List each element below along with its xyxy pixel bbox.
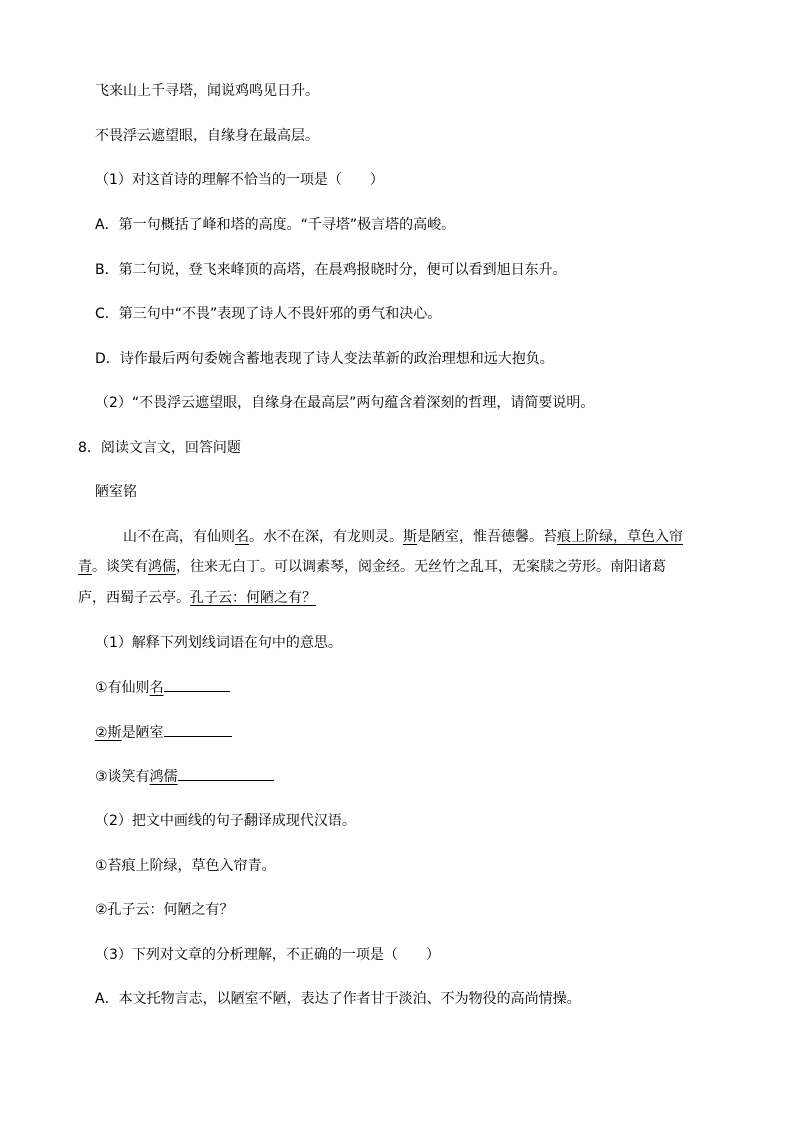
q8-translate-2: ②孔子云：何陋之有？	[95, 902, 234, 918]
underlined-sentence-2: 孔子云：何陋之有？	[190, 590, 316, 606]
poem-line-3: 飞来山上千寻塔，闻说鸡鸣见日升。	[95, 83, 319, 99]
underlined-sentence-part-1: 痕上阶绿，草色入帘	[557, 529, 683, 545]
q8-item-3: ③谈笑有鸿儒	[95, 766, 274, 787]
poem-line-4: 不畏浮云遮望眼，自缘身在最高层。	[95, 128, 319, 144]
q8-item-2: ②斯是陋室	[95, 722, 232, 743]
underlined-word-si: 斯	[403, 529, 417, 545]
q7-option-d: D．诗作最后两句委婉含蓄地表现了诗人变法革新的政治理想和远大抱负。	[95, 351, 554, 367]
q8-option-a: A．本文托物言志，以陋室不陋，表达了作者甘于淡泊、不为物役的高尚情操。	[95, 991, 581, 1007]
q7-option-a: A．第一句概括了峰和塔的高度。“千寻塔”极言塔的高峻。	[95, 217, 456, 233]
q7-sub2: （2）“不畏浮云遮望眼，自缘身在最高层”两句蕴含着深刻的哲理，请简要说明。	[95, 395, 595, 411]
q8-passage-line-3: 庐，西蜀子云亭。孔子云：何陋之有？	[78, 590, 316, 606]
underlined-word-ming: 名	[235, 529, 249, 545]
q8-sub2: （2）把文中画线的句子翻译成现代汉语。	[95, 813, 356, 829]
q8-heading: 8．阅读文言文，回答问题	[78, 440, 241, 456]
q8-sub1: （1）解释下列划线词语在句中的意思。	[95, 635, 342, 651]
underlined-word-hongru: 鸿儒	[148, 559, 176, 575]
q8-item-1: ①有仙则名	[95, 677, 230, 698]
q7-option-c: C．第三句中“不畏”表现了诗人不畏奸邪的勇气和决心。	[95, 306, 442, 322]
q8-passage-title: 陋室铭	[95, 484, 137, 500]
q8-passage-line-2: 青。谈笑有鸿儒，往来无白丁。可以调素琴，阅金经。无丝竹之乱耳，无案牍之劳形。南阳诸葛	[78, 559, 666, 575]
q7-sub1: （1）对这首诗的理解不恰当的一项是（ ）	[95, 172, 384, 188]
q8-passage-line-1: 山不在高，有仙则名。水不在深，有龙则灵。斯是陋室，惟吾德馨。苔痕上阶绿，草色入帘	[123, 529, 683, 545]
q8-sub3: （3）下列对文章的分析理解，不正确的一项是（ ）	[95, 947, 440, 963]
answer-blank-1[interactable]	[164, 677, 230, 692]
q8-translate-1: ①苔痕上阶绿，草色入帘青。	[95, 858, 276, 874]
answer-blank-3[interactable]	[178, 766, 274, 781]
answer-blank-2[interactable]	[164, 722, 232, 737]
underlined-sentence-part-2: 青	[78, 559, 92, 575]
q7-option-b: B．第二句说，登飞来峰顶的高塔，在晨鸡报晓时分，便可以看到旭日东升。	[95, 262, 567, 278]
